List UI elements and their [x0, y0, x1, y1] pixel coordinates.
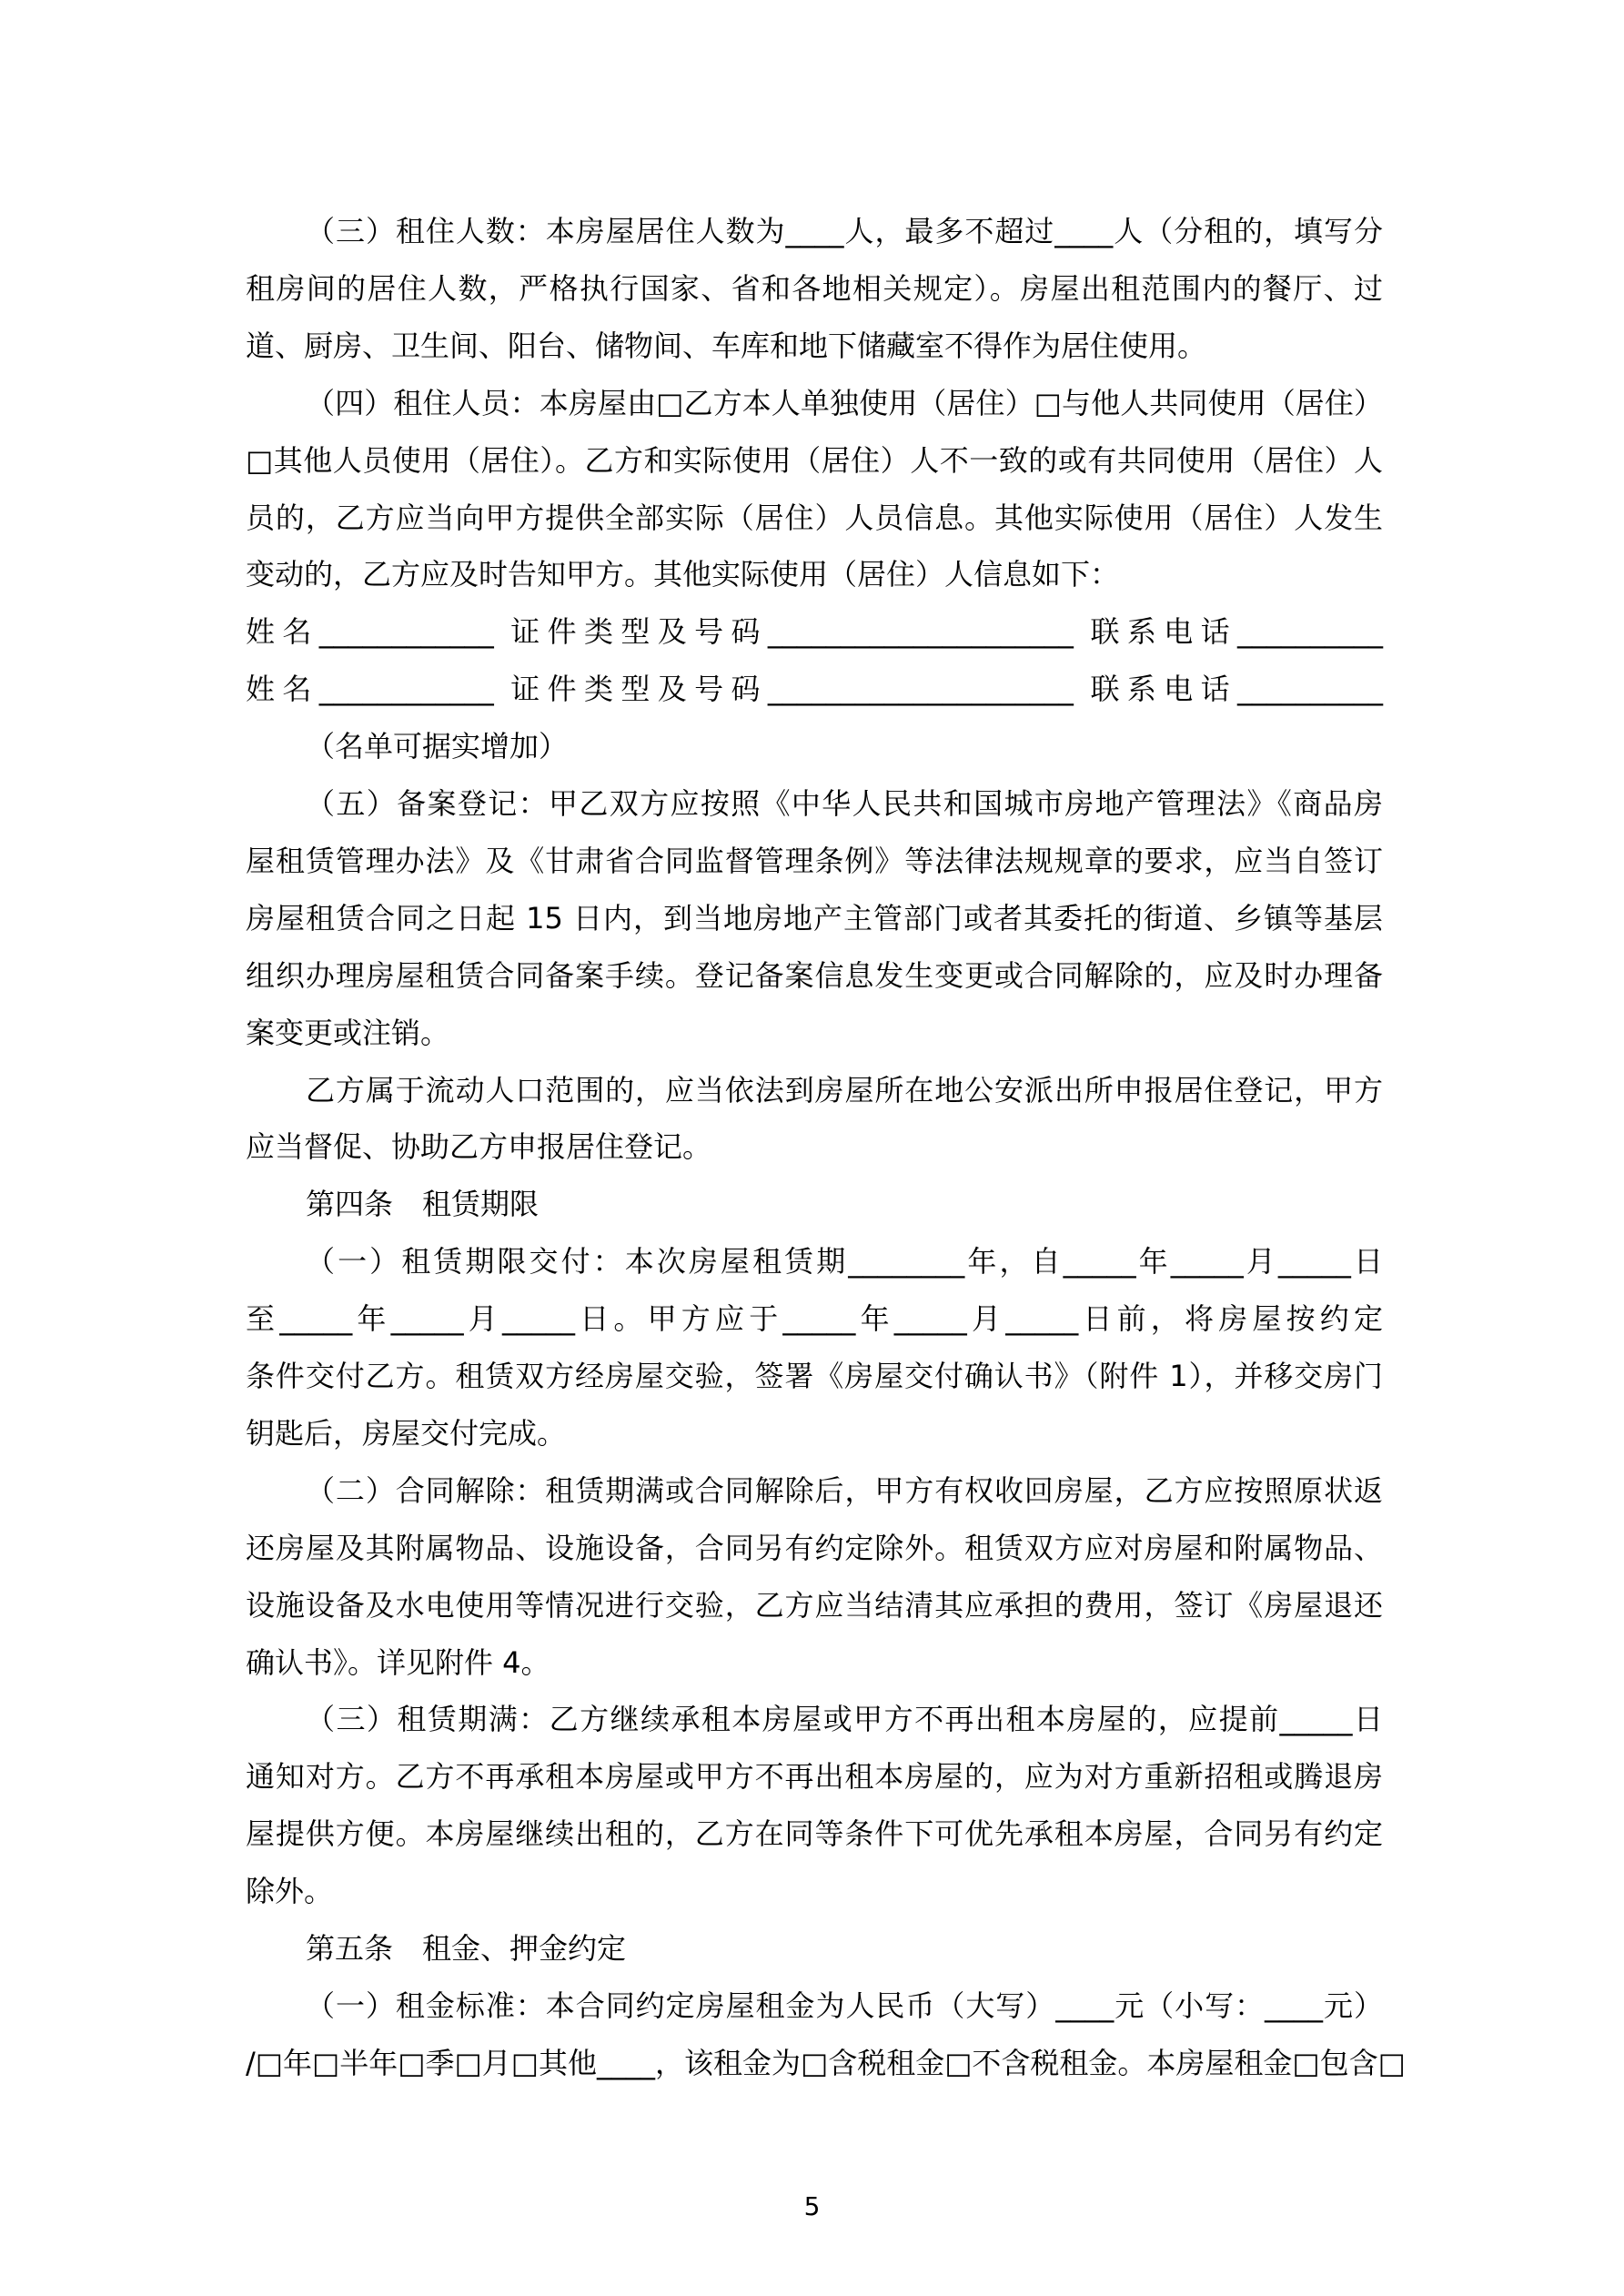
text-line: 屋租赁管理办法》及《甘肃省合同监督管理条例》等法律法规规章的要求，应当自签订: [246, 843, 1383, 878]
text-line: 通知对方。乙方不再承租本房屋或甲方不再出租本房屋的，应为对方重新招租或腾退房: [246, 1759, 1383, 1795]
text-line: 组织办理房屋租赁合同备案手续。登记备案信息发生变更或合同解除的，应及时办理备: [246, 957, 1383, 993]
text-line: （五）备案登记：甲乙双方应按照《中华人民共和国城市房地产管理法》《商品房: [306, 786, 1383, 821]
text-line: （三）租住人数：本房屋居住人数为____人，最多不超过____人（分租的，填写分: [306, 214, 1383, 248]
text-line: /□年□半年□季□月□其他____，该租金为□含税租金□不含税租金。本房屋租金□包含□: [246, 2045, 1406, 2080]
text-line: 第四条 租赁期限: [306, 1187, 540, 1222]
text-line: 应当督促、协助乙方申报居住登记。: [246, 1129, 712, 1165]
text-line: 条件交付乙方。租赁双方经房屋交验，签署《房屋交付确认书》（附件 1），并移交房门: [246, 1359, 1383, 1393]
text-line: （四）租住人员：本房屋由□乙方本人单独使用（居住）□与他人共同使用（居住）: [306, 385, 1383, 420]
text-line: 案变更或注销。: [246, 1015, 450, 1050]
text-line: 姓名____________ 证件类型及号码_____________________ 联系电话__________: [246, 614, 1383, 650]
text-line: （一）租金标准：本合同约定房屋租金为人民币（大写）____元（小写：____元）: [306, 1988, 1383, 2023]
text-line: 还房屋及其附属物品、设施设备，合同另有约定除外。租赁双方应对房屋和附属物品、: [246, 1530, 1383, 1565]
page-number: 5: [803, 2191, 821, 2221]
text-line: 确认书》。详见附件 4。: [246, 1644, 550, 1680]
text-line: 道、厨房、卫生间、阳台、储物间、车库和地下储藏室不得作为居住使用。: [246, 328, 1207, 363]
text-line: 除外。: [246, 1874, 334, 1909]
text-line: 员的，乙方应当向甲方提供全部实际（居住）人员信息。其他实际使用（居住）人发生: [246, 500, 1383, 535]
text-line: 房屋租赁合同之日起 15 日内，到当地房地产主管部门或者其委托的街道、乡镇等基层: [246, 900, 1383, 936]
text-line: 至_____年_____月_____日。甲方应于_____年_____月_____日前，将房屋按约定: [246, 1301, 1383, 1337]
text-line: （二）合同解除：租赁期满或合同解除后，甲方有权收回房屋，乙方应按照原状返: [306, 1472, 1383, 1508]
text-line: （三）租赁期满：乙方继续承租本房屋或甲方不再出租本房屋的，应提前_____日: [306, 1702, 1383, 1737]
text-line: （一）租赁期限交付：本次房屋租赁期________年，自_____年_____月_____日: [306, 1244, 1383, 1279]
text-line: □其他人员使用（居住）。乙方和实际使用（居住）人不一致的或有共同使用（居住）人: [246, 442, 1383, 478]
text-line: 第五条 租金、押金约定: [306, 1931, 627, 1966]
text-line: 乙方属于流动人口范围的，应当依法到房屋所在地公安派出所申报居住登记，甲方: [306, 1072, 1383, 1108]
text-line: 钥匙后，房屋交付完成。: [246, 1415, 567, 1451]
text-line: 设施设备及水电使用等情况进行交验，乙方应当结清其应承担的费用，签订《房屋退还: [246, 1587, 1383, 1623]
text-line: 租房间的居住人数，严格执行国家、省和各地相关规定）。房屋出租范围内的餐厅、过: [246, 270, 1383, 306]
text-line: 姓名____________ 证件类型及号码_____________________ 联系电话__________: [246, 672, 1383, 707]
text-line: （名单可据实增加）: [306, 729, 569, 764]
text-line: 变动的，乙方应及时告知甲方。其他实际使用（居住）人信息如下：: [246, 557, 1120, 592]
text-line: 屋提供方便。本房屋继续出租的，乙方在同等条件下可优先承租本房屋，合同另有约定: [246, 1816, 1383, 1852]
